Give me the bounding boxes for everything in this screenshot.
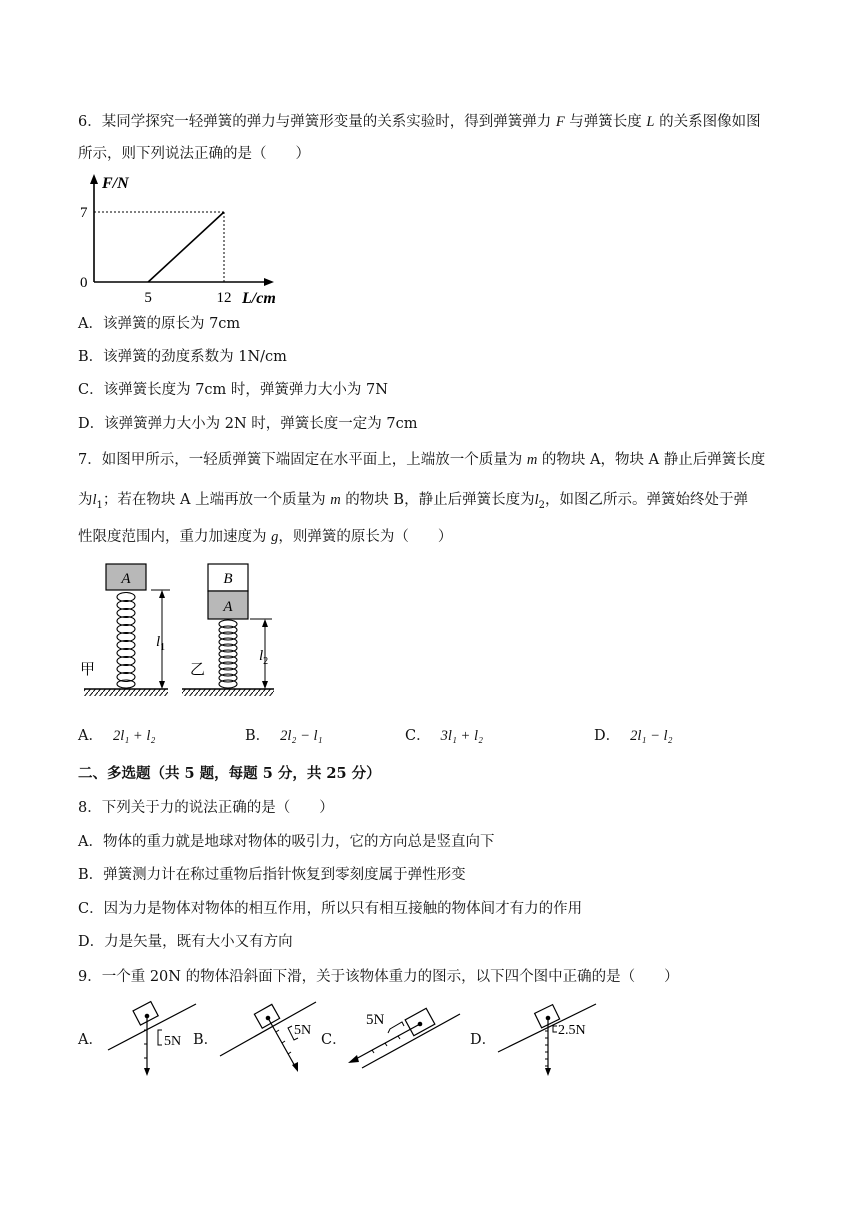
q7-dimension-l1-label: $l_1$: [156, 634, 166, 653]
section2-title: 二、多选题（共 5 题，每题 5 分，共 25 分）: [78, 765, 381, 782]
q9-option-c-figure[interactable]: [340, 1000, 465, 1076]
q9-option-c-label[interactable]: C．: [321, 1032, 347, 1048]
q7-option-a[interactable]: A． 2l₁ + l₂: [78, 728, 156, 744]
q7-label-yi: 乙: [190, 662, 206, 678]
q8-option-c[interactable]: C．因为力是物体对物体的相互作用，所以只有相互接触的物体间才有力的作用: [78, 901, 583, 917]
q9-option-b-figure[interactable]: [216, 998, 322, 1078]
q6-x-axis-arrow: [264, 278, 274, 286]
q7-option-b[interactable]: B． 2l₂ − l₁: [245, 728, 323, 744]
q7-dimension-l2-label: $l_2$: [259, 648, 269, 667]
q9-option-a-figure[interactable]: [100, 1000, 200, 1080]
q7-stem-line3: 性限度范围内，重力加速度为 g，则弹簧的原长为（ ）: [78, 529, 453, 545]
q6-data-line: [148, 212, 224, 282]
q6-y-axis-label: F/N: [102, 175, 129, 192]
q7-block-a-jia-label: A: [121, 571, 131, 587]
q6-stem-line1: 6．某同学探究一轻弹簧的弹力与弹簧形变量的关系实验时，得到弹簧弹力 F 与弹簧长度 L 的关系图像如图: [78, 114, 761, 130]
q7-block-b-yi-label: B: [223, 571, 233, 587]
q9-option-b-scale: 5N: [294, 1023, 312, 1038]
q6-option-c[interactable]: C．该弹簧长度为 7cm 时，弹簧弹力大小为 7N: [78, 382, 388, 398]
q8-option-a[interactable]: A．物体的重力就是地球对物体的吸引力，它的方向总是竖直向下: [78, 834, 495, 850]
q6-option-b[interactable]: B．该弹簧的劲度系数为 1N/cm: [78, 349, 287, 365]
q9-option-d-label[interactable]: D．: [470, 1032, 497, 1048]
q9-option-d-scale: 2.5N: [558, 1023, 586, 1038]
q7-option-c[interactable]: C． 3l₁ + l₂: [405, 728, 484, 744]
q7-label-jia: 甲: [80, 662, 96, 678]
q9-option-c-scale: 5N: [366, 1012, 385, 1028]
q9-stem: 9．一个重 20N 的物体沿斜面下滑，关于该物体重力的图示，以下四个图中正确的是（ ）: [78, 969, 679, 985]
q6-force-length-graph: [78, 172, 293, 308]
q9-option-a-label[interactable]: A．: [78, 1032, 103, 1048]
q8-stem: 8．下列关于力的说法正确的是（ ）: [78, 800, 334, 816]
q7-spring-yi: [219, 620, 237, 688]
q6-x-axis-label: L/cm: [242, 290, 276, 307]
q7-ground-hatch-jia: [84, 689, 168, 696]
q7-stem-line1: 7．如图甲所示，一轻质弹簧下端固定在水平面上，上端放一个质量为 m 的物块 A，物块 A 静止后弹簧长度: [78, 452, 766, 468]
q9-option-a-scale: 5N: [164, 1034, 182, 1049]
q8-option-d[interactable]: D．力是矢量，既有大小又有方向: [78, 934, 293, 950]
q6-x-tick-5: 5: [144, 290, 152, 306]
q7-spring-figure: [78, 560, 288, 706]
q7-spring-jia: [117, 593, 135, 689]
q6-stem-line2: 所示，则下列说法正确的是（ ）: [78, 146, 310, 162]
q7-stem-line2: 为$l_1$；若在物块 A 上端再放一个质量为 m 的物块 B，静止后弹簧长度为$l_2$，如图乙所示。弹簧始终处于弹: [78, 492, 748, 511]
q7-block-a-yi-label: A: [223, 599, 233, 615]
q6-y-tick-7: 7: [80, 205, 88, 221]
q9-option-b-label[interactable]: B．: [193, 1032, 219, 1048]
q6-origin-label: 0: [80, 275, 88, 291]
q6-y-axis-arrow: [90, 174, 98, 184]
q6-option-d[interactable]: D．该弹簧弹力大小为 2N 时，弹簧长度一定为 7cm: [78, 416, 418, 432]
q6-x-tick-12: 12: [216, 290, 232, 306]
q6-option-a[interactable]: A．该弹簧的原长为 7cm: [78, 316, 241, 332]
q9-option-d-figure[interactable]: [496, 1000, 616, 1080]
q7-option-d[interactable]: D． 2l₁ − l₂: [594, 728, 673, 744]
q8-option-b[interactable]: B．弹簧测力计在称过重物后指针恢复到零刻度属于弹性形变: [78, 867, 466, 883]
q7-ground-hatch-yi: [182, 689, 274, 696]
